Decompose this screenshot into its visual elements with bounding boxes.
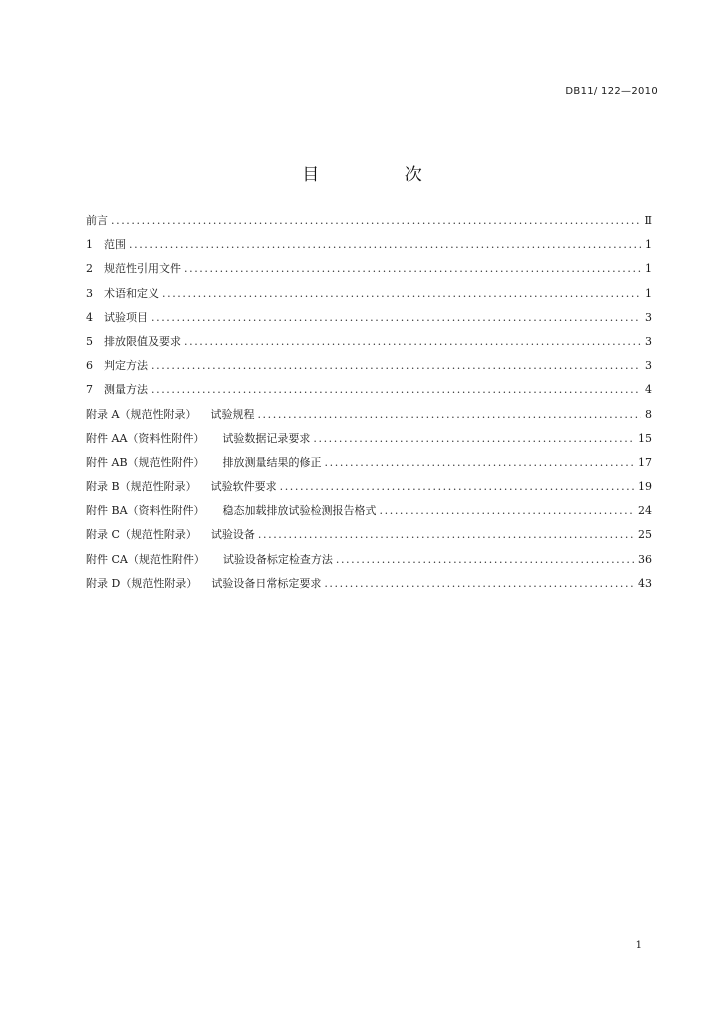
toc-entry[interactable] xyxy=(86,527,652,551)
toc-entry-page: 43 xyxy=(638,576,652,590)
toc-entry-title: 术语和定义 xyxy=(104,286,159,300)
toc-entry-title: 试验设备日常标定要求 xyxy=(211,576,322,590)
toc-entry-title: 试验设备 xyxy=(210,528,255,542)
toc-entry-appendix-label: 附录 D（规范性附录） xyxy=(86,576,198,590)
toc-entry-appendix-label: 附录 C（规范性附录） xyxy=(86,528,197,542)
toc-entry-title: 排放测量结果的修正 xyxy=(222,455,322,469)
toc-entry[interactable] xyxy=(86,334,652,358)
toc-entry-page: 4 xyxy=(645,383,652,397)
dot-leader xyxy=(380,503,635,519)
toc-entry-appendix-label: 附件 AB（规范性附件） xyxy=(86,455,205,469)
toc-entry[interactable] xyxy=(86,407,652,431)
toc-entry-page: 3 xyxy=(645,334,652,348)
toc-entry-title: 试验规程 xyxy=(210,407,255,421)
dot-leader xyxy=(257,407,641,423)
dot-leader xyxy=(111,213,641,229)
toc-entry-appendix-label: 附录 B（规范性附录） xyxy=(86,480,197,494)
toc-entry[interactable] xyxy=(86,431,652,455)
toc-entry[interactable] xyxy=(86,237,652,261)
toc-entry-title: 前言 xyxy=(86,214,108,227)
toc-entry-appendix-label: 附件 CA（规范性附件） xyxy=(86,552,205,566)
toc-entry-page: 15 xyxy=(638,431,652,445)
toc-entry-title: 排放限值及要求 xyxy=(104,334,181,348)
toc-entry-title: 试验软件要求 xyxy=(210,480,277,494)
toc-entry-title: 稳态加载排放试验检测报告格式 xyxy=(222,504,377,518)
document-code: DB11/ 122—2010 xyxy=(565,86,658,97)
toc-entry-page: 24 xyxy=(638,504,652,518)
toc-entry[interactable] xyxy=(86,358,652,382)
toc-entry-page: 1 xyxy=(645,286,652,300)
page-title: 目 次 xyxy=(302,165,462,185)
toc-entry-number: 1 xyxy=(86,238,93,252)
toc-entry-number: 7 xyxy=(86,383,93,397)
toc-entry-title: 判定方法 xyxy=(104,359,148,373)
toc-entry[interactable] xyxy=(86,479,652,503)
dot-leader xyxy=(151,310,641,326)
dot-leader xyxy=(313,431,635,447)
toc-entry[interactable] xyxy=(86,455,652,479)
toc-entry-appendix-label: 附录 A（规范性附录） xyxy=(86,407,197,421)
toc-entry[interactable] xyxy=(86,382,652,406)
dot-leader xyxy=(324,576,635,592)
dot-leader xyxy=(258,527,635,543)
toc-entry-appendix-label: 附件 BA（资料性附件） xyxy=(86,504,205,518)
toc-entry[interactable] xyxy=(86,576,652,600)
toc-entry-title: 测量方法 xyxy=(104,383,148,397)
toc-entry-number: 6 xyxy=(86,359,93,373)
toc-entry-appendix-label: 附件 AA（资料性附件） xyxy=(86,431,205,445)
page-number: 1 xyxy=(635,940,642,951)
dot-leader xyxy=(151,382,641,398)
toc-entry-title: 规范性引用文件 xyxy=(104,262,181,276)
toc-entry[interactable] xyxy=(86,503,652,527)
toc-entry-number: 3 xyxy=(86,286,93,300)
toc-entry[interactable] xyxy=(86,261,652,285)
toc-entry[interactable] xyxy=(86,552,652,576)
toc-entry[interactable] xyxy=(86,310,652,334)
toc-entry-title: 范围 xyxy=(104,238,126,252)
toc-entry-number: 5 xyxy=(86,334,93,348)
toc-entry-title: 试验设备标定检查方法 xyxy=(222,552,333,566)
toc-entry-page: 25 xyxy=(638,528,652,542)
toc-entry-title: 试验项目 xyxy=(104,310,148,324)
toc-entry-number: 4 xyxy=(86,310,93,324)
toc-entry-page: 3 xyxy=(645,310,652,324)
toc-entry-page: 3 xyxy=(645,359,652,373)
dot-leader xyxy=(184,334,641,350)
dot-leader xyxy=(162,286,641,302)
toc-entry-page: 8 xyxy=(645,407,652,421)
dot-leader xyxy=(336,552,635,568)
toc-entry-title: 试验数据记录要求 xyxy=(222,431,311,445)
toc-entry-page: 1 xyxy=(645,262,652,276)
toc-entry-page: 17 xyxy=(638,455,652,469)
toc-entry[interactable] xyxy=(86,213,652,237)
dot-leader xyxy=(151,358,641,374)
toc-entry-page: 1 xyxy=(645,238,652,252)
dot-leader xyxy=(280,479,635,495)
dot-leader xyxy=(129,237,641,253)
toc-entry-page: 19 xyxy=(638,480,652,494)
dot-leader xyxy=(184,261,641,277)
toc-entry[interactable] xyxy=(86,286,652,310)
toc-entry-page: 36 xyxy=(638,552,652,566)
dot-leader xyxy=(325,455,635,471)
toc-entry-number: 2 xyxy=(86,262,93,276)
table-of-contents xyxy=(86,213,652,600)
toc-entry-page: Ⅱ xyxy=(644,214,652,227)
